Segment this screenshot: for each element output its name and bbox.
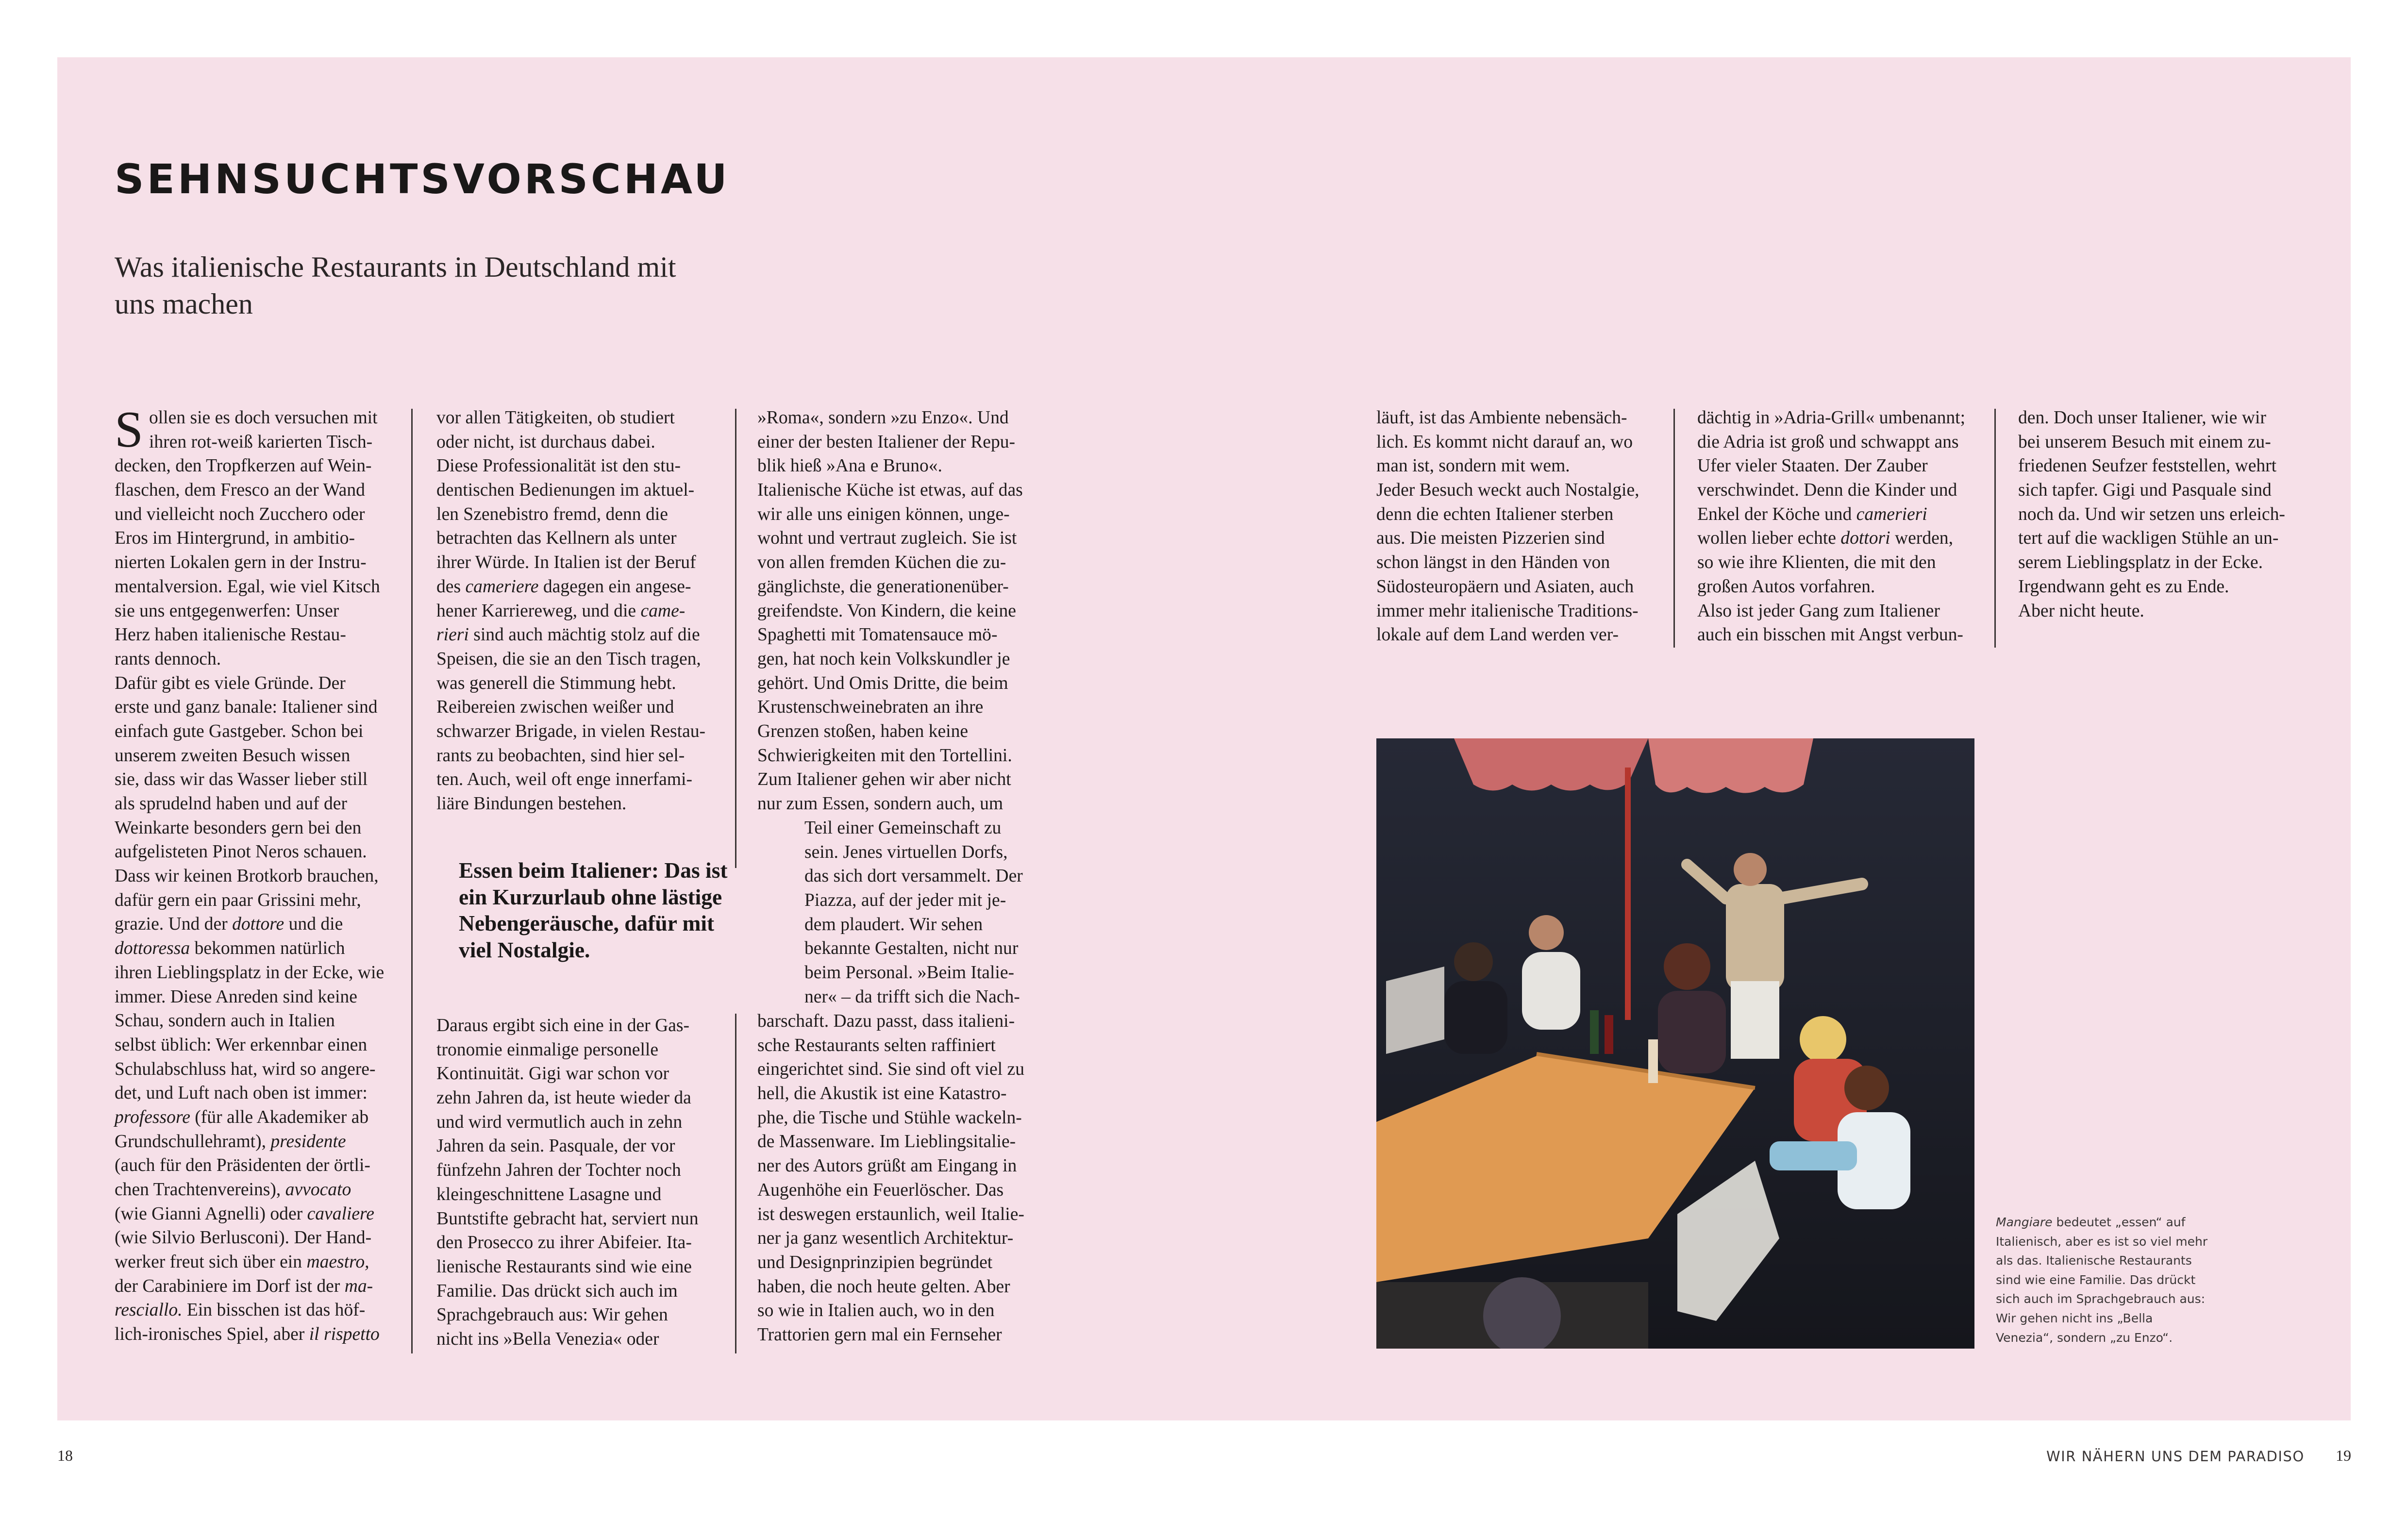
text-column-3-top xyxy=(757,406,1049,816)
text-column-5 xyxy=(1697,406,1989,647)
text-line: Grundschullehramt), presidente xyxy=(115,1131,346,1152)
text-line: schwarzer Brigade, in vielen Restau- xyxy=(436,721,706,741)
text-line: unserem zweiten Besuch wissen xyxy=(115,745,351,766)
text-line: det, und Luft nach oben ist immer: xyxy=(115,1083,368,1103)
text-line: Trattorien gern mal ein Fernseher xyxy=(757,1324,1002,1345)
text-line: viel Nostalgie. xyxy=(459,937,590,962)
text-line: denn die echten Italiener sterben xyxy=(1376,504,1614,524)
text-line: Irgendwann geht es zu Ende. xyxy=(2018,576,2229,597)
text-line: man ist, sondern mit wem. xyxy=(1376,456,1570,476)
text-line: die Adria ist groß und schwappt ans xyxy=(1697,432,1959,452)
text-line: gänglichste, die generationenüber- xyxy=(757,576,1009,597)
text-line: barschaft. Dazu passt, dass italieni- xyxy=(757,1011,1015,1031)
text-line: lich. Es kommt nicht darauf an, wo xyxy=(1376,432,1633,452)
text-line: läuft, ist das Ambiente nebensäch- xyxy=(1376,408,1627,428)
text-line: Augenhöhe ein Feuerlöscher. Das xyxy=(757,1180,1004,1200)
page-heading: SEHNSUCHTSVORSCHAU xyxy=(115,155,730,203)
text-line: wollen lieber echte dottori werden, xyxy=(1697,528,1953,549)
text-line: lokale auf dem Land werden ver- xyxy=(1376,625,1619,645)
column-1-lines xyxy=(115,401,396,1347)
text-line: des cameriere dagegen ein angese- xyxy=(436,576,691,597)
text-line: und wird vermutlich auch in zehn xyxy=(436,1112,683,1132)
subtitle-line: uns machen xyxy=(115,288,253,320)
text-line: Reibereien zwischen weißer und xyxy=(436,697,674,718)
text-line: serem Lieblingsplatz in der Ecke. xyxy=(2018,552,2263,573)
text-line: liäre Bindungen bestehen. xyxy=(436,794,627,814)
text-line: selbst üblich: Wer erkennbar einen xyxy=(115,1035,368,1055)
text-line: ihren Lieblingsplatz in der Ecke, wie xyxy=(115,962,385,983)
text-line: einfach gute Gastgeber. Schon bei xyxy=(115,721,364,741)
text-line: (wie Gianni Agnelli) oder cavaliere xyxy=(115,1203,374,1224)
text-line: grazie. Und der dottore und die xyxy=(115,914,343,935)
text-line: sie, dass wir das Wasser lieber still xyxy=(115,769,368,790)
text-line: betrachten das Kellnern als unter xyxy=(436,528,677,549)
text-line: Teil einer Gemeinschaft zu xyxy=(804,818,1002,838)
text-column-4 xyxy=(1376,406,1663,647)
text-line: Mangiare bedeutet „essen“ auf xyxy=(1996,1215,2186,1229)
text-line: Schulabschluss hat, wird so angere- xyxy=(115,1059,376,1079)
text-line: ihren rot-weiß karierten Tisch- xyxy=(149,432,373,452)
text-line: immer. Diese Anreden sind keine xyxy=(115,986,357,1007)
text-line: immer mehr italienische Traditions- xyxy=(1376,601,1639,621)
text-line: schon längst in den Händen von xyxy=(1376,552,1610,573)
text-column-6 xyxy=(2018,406,2309,623)
text-line: mentalversion. Egal, wie viel Kitsch xyxy=(115,576,380,597)
text-line: haben, die noch heute gelten. Aber xyxy=(757,1276,1010,1297)
text-line: tert auf die wackligen Stühle an un- xyxy=(2018,528,2279,549)
text-line: ner ja ganz wesentlich Architektur- xyxy=(757,1228,1014,1249)
text-line: Zum Italiener gehen wir aber nicht xyxy=(757,769,1011,790)
text-line: aus. Die meisten Pizzerien sind xyxy=(1376,528,1605,549)
text-line: einer der besten Italiener der Repu- xyxy=(757,432,1016,452)
text-line: Herz haben italienische Restau- xyxy=(115,625,346,645)
text-line: Ufer vieler Staaten. Der Zauber xyxy=(1697,456,1928,476)
text-line: Krustenschweinebraten an ihre xyxy=(757,697,984,718)
text-line: dächtig in »Adria-Grill« umbenannt; xyxy=(1697,408,1966,428)
text-line: sein. Jenes virtuellen Dorfs, xyxy=(804,842,1008,862)
text-line: Weinkarte besonders gern bei den xyxy=(115,818,362,838)
text-line: hell, die Akustik ist eine Katastro- xyxy=(757,1084,1007,1104)
text-line: rieri sind auch mächtig stolz auf die xyxy=(436,625,700,645)
text-line: Nebengeräusche, dafür mit xyxy=(459,911,715,936)
text-line: resciallo. Ein bisschen ist das höf- xyxy=(115,1300,366,1320)
text-line: Kontinuität. Gigi war schon vor xyxy=(436,1064,669,1084)
text-line: ner des Autors grüßt am Eingang in xyxy=(757,1156,1017,1176)
text-line: Essen beim Italiener: Das ist xyxy=(459,858,728,883)
text-column-3-indented xyxy=(757,816,1049,1009)
text-line: auch ein bisschen mit Angst verbun- xyxy=(1697,625,1963,645)
text-line: greifendste. Von Kindern, die keine xyxy=(757,601,1016,621)
text-line: lich-ironisches Spiel, aber il rispetto xyxy=(115,1324,380,1345)
text-line: wohnt und vertraut zugleich. Sie ist xyxy=(757,528,1017,549)
text-line: rants dennoch. xyxy=(115,649,221,669)
text-line: dafür gern ein paar Grissini mehr, xyxy=(115,890,361,910)
text-line: len Szenebistro fremd, denn die xyxy=(436,504,668,524)
text-line: Schau, sondern auch in Italien xyxy=(115,1011,335,1031)
text-line: sche Restaurants selten raffiniert xyxy=(757,1035,996,1055)
text-line: Jeder Besuch weckt auch Nostalgie, xyxy=(1376,480,1639,501)
text-line: zehn Jahren da, ist heute wieder da xyxy=(436,1088,691,1108)
text-line: Venezia“, sondern „zu Enzo“. xyxy=(1996,1330,2173,1345)
column-divider xyxy=(735,1014,736,1353)
text-line: sie uns entgegenwerfen: Unser xyxy=(115,601,339,621)
restaurant-photo xyxy=(1376,738,1974,1349)
text-line: ihrer Würde. In Italien ist der Beruf xyxy=(436,552,696,573)
text-line: chen Trachtenvereins), avvocato xyxy=(115,1180,351,1200)
text-line: und Designprinzipien begründet xyxy=(757,1252,993,1272)
text-line: eingerichtet sind. Sie sind oft viel zu xyxy=(757,1059,1024,1080)
subtitle xyxy=(115,249,785,322)
text-line: Schwierigkeiten mit den Tortellini. xyxy=(757,745,1012,766)
text-line: ner« – da trifft sich die Nach- xyxy=(804,986,1020,1007)
text-line: »Roma«, sondern »zu Enzo«. Und xyxy=(757,408,1009,428)
text-line: erste und ganz banale: Italiener sind xyxy=(115,697,378,718)
text-line: der Carabiniere im Dorf ist der ma- xyxy=(115,1276,373,1296)
text-line: Also ist jeder Gang zum Italiener xyxy=(1697,601,1940,621)
photo-caption xyxy=(1996,1213,2229,1347)
text-line: professore (für alle Akademiker ab xyxy=(115,1107,369,1127)
text-line: das sich dort versammelt. Der xyxy=(804,866,1023,886)
text-line: (wie Silvio Berlusconi). Der Hand- xyxy=(115,1228,372,1248)
text-line: werker freut sich über ein maestro, xyxy=(115,1252,369,1272)
text-line: gen, hat noch kein Volkskundler je xyxy=(757,649,1010,669)
text-line: Wir gehen nicht ins „Bella xyxy=(1996,1311,2153,1325)
text-line: Diese Professionalität ist den stu- xyxy=(436,456,681,476)
text-line: ten. Auch, weil oft enge innerfami- xyxy=(436,769,692,790)
text-line: den. Doch unser Italiener, wie wir xyxy=(2018,408,2266,428)
pull-quote xyxy=(459,857,745,963)
page-number-right: 19 xyxy=(2336,1447,2351,1464)
text-line: tronomie einmalige personelle xyxy=(436,1039,659,1060)
text-line: Eros im Hintergrund, in ambitio- xyxy=(115,528,355,549)
text-line: bei unserem Besuch mit einem zu- xyxy=(2018,432,2271,452)
text-line: blik hieß »Ana e Bruno«. xyxy=(757,456,942,476)
text-line: ollen sie es doch versuchen mit xyxy=(149,408,378,428)
text-column-3-bottom xyxy=(757,1009,1049,1347)
text-line: sind wie eine Familie. Das drückt xyxy=(1996,1272,2196,1287)
text-line: Daraus ergibt sich eine in der Gas- xyxy=(436,1016,690,1035)
text-line: so wie ihre Klienten, die mit den xyxy=(1697,552,1936,573)
text-line: dem plaudert. Wir sehen xyxy=(804,914,983,935)
subtitle-line: Was italienische Restaurants in Deutschland mit xyxy=(115,251,676,283)
text-line: beim Personal. »Beim Italie- xyxy=(804,963,1015,983)
text-line: aufgelisteten Pinot Neros schauen. xyxy=(115,842,367,862)
text-line: so wie in Italien auch, wo in den xyxy=(757,1301,995,1321)
text-line: (auch für den Präsidenten der örtli- xyxy=(115,1155,370,1176)
text-line: ein Kurzurlaub ohne lästige xyxy=(459,884,722,909)
text-line: nierten Lokalen gern in der Instru- xyxy=(115,552,367,573)
text-line: Jahren da sein. Pasquale, der vor xyxy=(436,1136,675,1156)
text-line: Aber nicht heute. xyxy=(2018,601,2144,621)
text-line: Dass wir keinen Brotkorb brauchen, xyxy=(115,866,379,886)
running-head: WIR NÄHERN UNS DEM PARADISO xyxy=(2046,1448,2305,1465)
text-line: als sprudelnd haben und auf der xyxy=(115,794,347,814)
text-line: Sprachgebrauch aus: Wir gehen xyxy=(436,1305,668,1325)
text-line: gehört. Und Omis Dritte, die beim xyxy=(757,673,1008,693)
text-line: Piazza, auf der jeder mit je- xyxy=(804,890,1006,911)
text-line: Spaghetti mit Tomatensauce mö- xyxy=(757,625,998,645)
text-line: lienische Restaurants sind wie eine xyxy=(436,1256,692,1277)
text-line: flaschen, dem Fresco an der Wand xyxy=(115,480,365,501)
column-divider xyxy=(411,409,413,1353)
text-line: fünfzehn Jahren der Tochter noch xyxy=(436,1160,681,1181)
text-line: kleingeschnittene Lasagne und xyxy=(436,1184,662,1204)
text-line: großen Autos vorfahren. xyxy=(1697,576,1875,597)
text-line: wir alle uns einigen können, unge- xyxy=(757,504,1010,524)
text-line: verschwindet. Denn die Kinder und xyxy=(1697,480,1957,501)
text-line: dentischen Bedienungen im aktuel- xyxy=(436,480,695,501)
text-line: decken, den Tropfkerzen auf Wein- xyxy=(115,456,372,476)
text-line: phe, die Tische und Stühle wackeln- xyxy=(757,1107,1022,1128)
drop-cap: S xyxy=(115,401,143,458)
text-line: Buntstifte gebracht hat, serviert nun xyxy=(436,1208,699,1229)
text-line: friedenen Seufzer feststellen, wehrt xyxy=(2018,456,2277,476)
text-line: Italienisch, aber es ist so viel mehr xyxy=(1996,1234,2208,1249)
text-column-1 xyxy=(115,401,396,1347)
text-line: ist deswegen erstaunlich, weil Italie- xyxy=(757,1204,1024,1224)
text-line: de Massenware. Im Lieblingsitalie- xyxy=(757,1132,1016,1152)
text-line: den Prosecco zu ihrer Abifeier. Ita- xyxy=(436,1233,692,1253)
text-line: Speisen, die sie an den Tisch tragen, xyxy=(436,649,701,669)
text-line: Familie. Das drückt sich auch im xyxy=(436,1281,678,1301)
column-divider xyxy=(1673,409,1675,648)
text-line: von allen fremden Küchen die zu- xyxy=(757,552,1006,573)
text-line: Enkel der Köche und camerieri xyxy=(1697,504,1927,524)
text-line: noch da. Und wir setzen uns erleich- xyxy=(2018,504,2285,524)
text-column-2-top xyxy=(436,406,723,816)
text-line: Grenzen stoßen, haben keine xyxy=(757,721,969,741)
text-line: nicht ins »Bella Venezia« oder xyxy=(436,1329,659,1349)
page-number-left: 18 xyxy=(57,1447,73,1464)
text-line: bekannte Gestalten, nicht nur xyxy=(804,938,1019,959)
text-line: Südosteuropäern und Asiaten, auch xyxy=(1376,576,1634,597)
text-line: vor allen Tätigkeiten, ob studiert xyxy=(436,408,675,428)
column-divider xyxy=(1994,409,1996,648)
text-line: was generell die Stimmung hebt. xyxy=(436,673,676,693)
text-line: hener Karriereweg, und die came- xyxy=(436,601,686,621)
text-line: und vielleicht noch Zucchero oder xyxy=(115,504,365,524)
text-line: rants zu beobachten, sind hier sel- xyxy=(436,745,685,766)
text-line: als das. Italienische Restaurants xyxy=(1996,1253,2192,1268)
text-line: sich auch im Sprachgebrauch aus: xyxy=(1996,1292,2206,1306)
text-column-2-bottom xyxy=(436,1014,723,1352)
text-line: Dafür gibt es viele Gründe. Der xyxy=(115,673,346,693)
text-line: sich tapfer. Gigi und Pasquale sind xyxy=(2018,480,2272,501)
text-line: Italienische Küche ist etwas, auf das xyxy=(757,480,1023,501)
text-line: dottoressa bekommen natürlich xyxy=(115,938,345,959)
text-line: oder nicht, ist durchaus dabei. xyxy=(436,432,655,452)
column-divider xyxy=(735,409,736,868)
text-line: nur zum Essen, sondern auch, um xyxy=(757,794,1003,814)
